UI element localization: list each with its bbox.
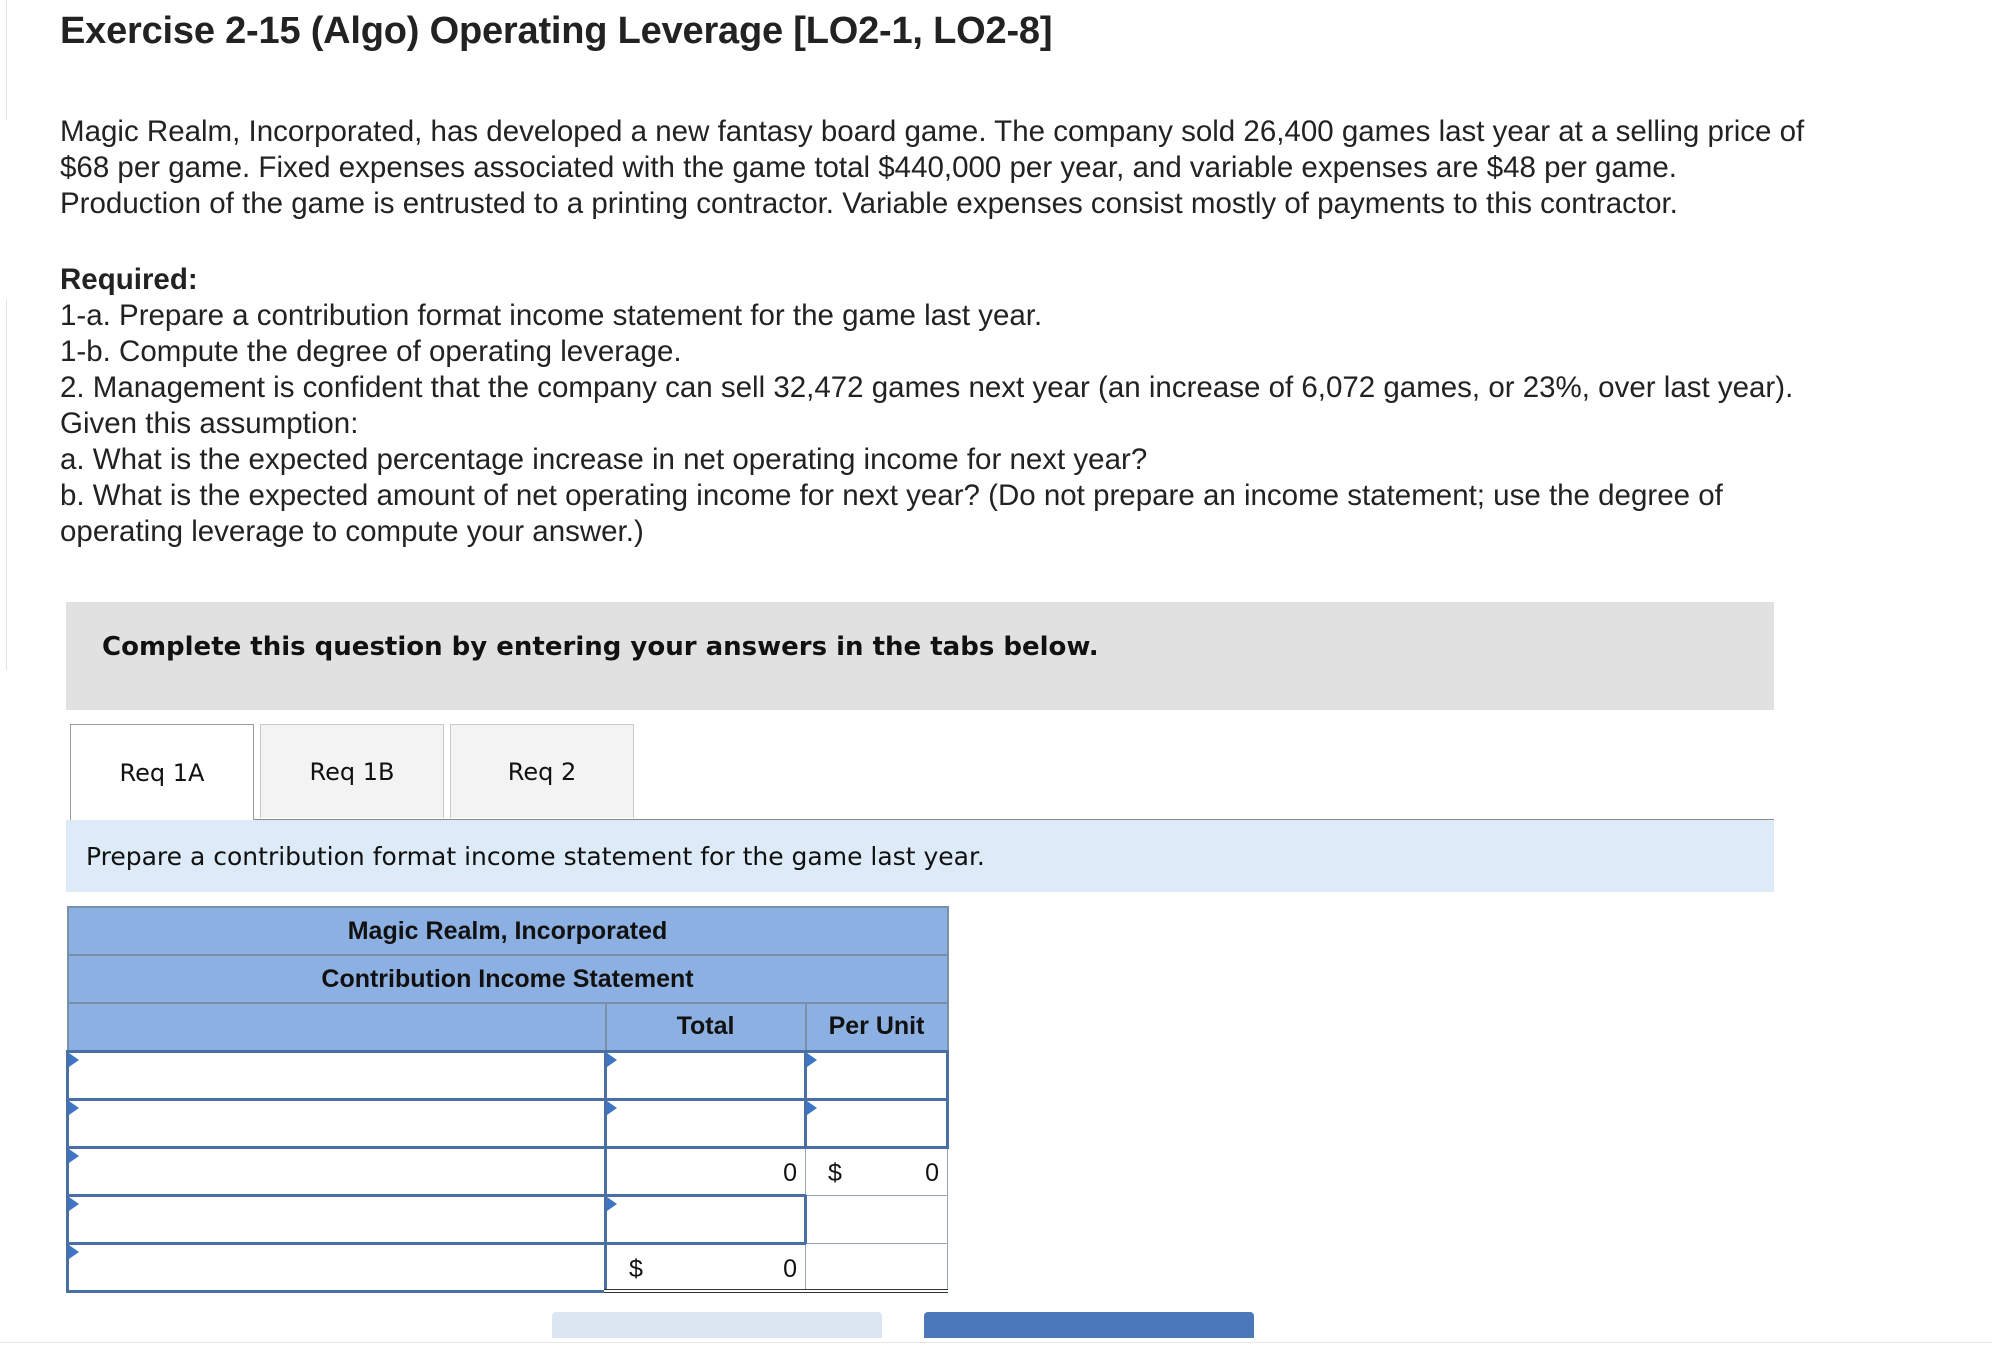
row4-total-input[interactable]	[606, 1195, 806, 1243]
row2-label-input[interactable]	[68, 1099, 606, 1147]
input-marker-icon	[607, 1197, 617, 1211]
footer-divider	[0, 1342, 1992, 1343]
input-marker-icon	[607, 1053, 617, 1067]
instructions-text: Complete this question by entering your answers in the tabs below.	[102, 632, 1099, 662]
row1-label-input[interactable]	[68, 1051, 606, 1099]
dropdown-marker-icon	[69, 1053, 79, 1067]
statement-company-header: Magic Realm, Incorporated	[68, 907, 948, 955]
per-unit-column-header: Per Unit	[806, 1003, 948, 1051]
label-column-header	[68, 1003, 606, 1051]
row3-unit-number: 0	[925, 1158, 940, 1187]
row3-total-value	[606, 1147, 806, 1195]
table-row	[68, 1195, 948, 1243]
dropdown-marker-icon	[69, 1245, 79, 1259]
required-line: operating leverage to compute your answer.)	[60, 515, 644, 548]
row3-total-number: 0	[783, 1158, 797, 1187]
intro-line: Magic Realm, Incorporated, has developed a new fantasy board game. The company sold 26,400 games last year at a selling price of	[60, 115, 1805, 148]
previous-button[interactable]	[552, 1312, 882, 1338]
intro-line: $68 per game. Fixed expenses associated with the game total $440,000 per year, and variable expenses are $48 per game.	[60, 151, 1677, 184]
row2-total-input[interactable]	[606, 1099, 806, 1147]
row1-per-unit-input[interactable]	[806, 1051, 948, 1099]
intro-paragraph	[60, 114, 1940, 222]
row3-label-input[interactable]	[68, 1147, 606, 1195]
row5-label-input[interactable]	[68, 1243, 606, 1291]
tab-req-1a[interactable]: Req 1A	[70, 724, 254, 820]
required-line: Given this assumption:	[60, 407, 359, 440]
required-heading: Required:	[60, 263, 198, 296]
row5-currency: $	[629, 1254, 643, 1283]
prompt-bar	[66, 820, 1774, 892]
row5-total-value	[606, 1243, 806, 1291]
dropdown-marker-icon	[69, 1197, 79, 1211]
dropdown-marker-icon	[69, 1101, 79, 1115]
total-column-header: Total	[606, 1003, 806, 1051]
income-statement-table	[66, 906, 949, 1293]
row2-per-unit-input[interactable]	[806, 1099, 948, 1147]
row1-total-input[interactable]	[606, 1051, 806, 1099]
intro-line: Production of the game is entrusted to a printing contractor. Variable expenses consist mostly of payments to this contractor.	[60, 187, 1678, 220]
row5-per-unit-empty	[806, 1243, 948, 1291]
exercise-title: Exercise 2-15 (Algo) Operating Leverage [LO2-1, LO2-8]	[60, 10, 1053, 52]
instructions-box	[66, 602, 1774, 710]
tab-req-1b[interactable]: Req 1B	[260, 724, 444, 818]
table-row	[68, 1099, 948, 1147]
input-marker-icon	[807, 1101, 817, 1115]
required-line: b. What is the expected amount of net operating income for next year? (Do not prepare an income statement; use the degree of	[60, 479, 1723, 512]
required-line: a. What is the expected percentage increase in net operating income for next year?	[60, 443, 1148, 476]
required-line: 1-a. Prepare a contribution format income statement for the game last year.	[60, 299, 1043, 332]
input-marker-icon	[807, 1053, 817, 1067]
left-panel-edge	[0, 0, 7, 120]
required-section	[60, 262, 1940, 550]
next-button[interactable]	[924, 1312, 1254, 1338]
prompt-text: Prepare a contribution format income statement for the game last year.	[86, 842, 985, 871]
statement-title-header: Contribution Income Statement	[68, 955, 948, 1003]
required-line: 2. Management is confident that the company can sell 32,472 games next year (an increase of 6,072 games, or 23%, over last year).	[60, 371, 1794, 404]
tab-req-2[interactable]: Req 2	[450, 724, 634, 818]
table-row	[68, 1147, 948, 1195]
input-marker-icon	[607, 1101, 617, 1115]
required-line: 1-b. Compute the degree of operating leverage.	[60, 335, 682, 368]
row4-per-unit-empty	[806, 1195, 948, 1243]
row4-label-input[interactable]	[68, 1195, 606, 1243]
left-panel-edge	[0, 300, 7, 670]
dropdown-marker-icon	[69, 1149, 79, 1163]
row5-total-number: 0	[783, 1254, 797, 1283]
row3-per-unit-value	[806, 1147, 948, 1195]
table-row	[68, 1243, 948, 1291]
row3-unit-currency: $	[828, 1158, 842, 1187]
table-row	[68, 1051, 948, 1099]
